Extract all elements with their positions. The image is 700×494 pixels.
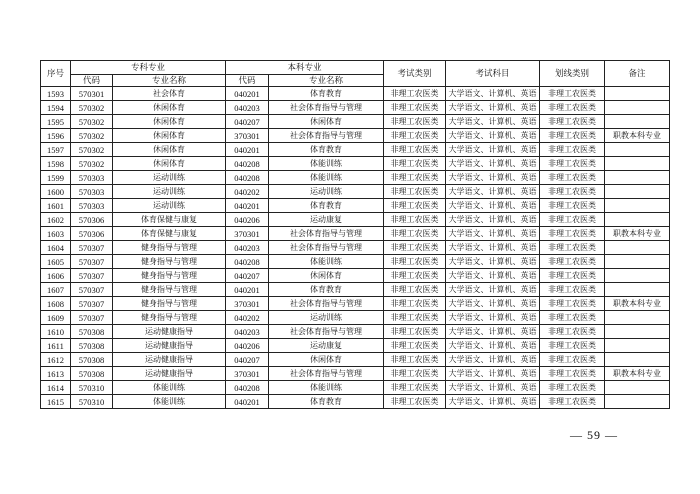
row-line-type: 非理工农医类 (540, 283, 605, 297)
row-bk-code: 040206 (226, 213, 269, 227)
row-zk-name: 运动健康指导 (113, 339, 226, 353)
row-zk-code: 570307 (71, 297, 113, 311)
row-zk-name: 休闲体育 (113, 143, 226, 157)
row-zk-name: 运动健康指导 (113, 367, 226, 381)
row-zk-name: 健身指导与管理 (113, 269, 226, 283)
row-line-type: 非理工农医类 (540, 115, 605, 129)
row-exam-subjects: 大学语文、计算机、英语 (446, 325, 540, 339)
table-header (41, 61, 670, 87)
row-bk-name: 体能训练 (269, 381, 384, 395)
row-exam-type: 非理工农医类 (384, 101, 446, 115)
row-bk-name: 社会体育指导与管理 (269, 297, 384, 311)
row-exam-subjects: 大学语文、计算机、英语 (446, 171, 540, 185)
row-seq: 1614 (41, 381, 71, 395)
row-bk-code: 040201 (226, 199, 269, 213)
row-remark (605, 381, 670, 395)
row-bk-name: 休闲体育 (269, 269, 384, 283)
row-zk-name: 休闲体育 (113, 157, 226, 171)
row-bk-name: 体育教育 (269, 143, 384, 157)
header-zk-code: 代码 (71, 75, 113, 87)
row-bk-code: 040201 (226, 395, 269, 409)
row-bk-name: 体能训练 (269, 255, 384, 269)
row-seq: 1613 (41, 367, 71, 381)
row-bk-code: 040203 (226, 241, 269, 255)
row-zk-code: 570308 (71, 353, 113, 367)
table-row (41, 227, 670, 241)
row-zk-code: 570310 (71, 395, 113, 409)
row-line-type: 非理工农医类 (540, 171, 605, 185)
row-bk-code: 040208 (226, 381, 269, 395)
row-exam-subjects: 大学语文、计算机、英语 (446, 129, 540, 143)
row-exam-type: 非理工农医类 (384, 255, 446, 269)
row-zk-name: 健身指导与管理 (113, 311, 226, 325)
row-bk-code: 040202 (226, 185, 269, 199)
header-line-type: 划线类别 (540, 61, 605, 87)
row-exam-subjects: 大学语文、计算机、英语 (446, 367, 540, 381)
header-seq: 序号 (41, 61, 71, 87)
header-bk-group: 本科专业 (226, 61, 384, 75)
row-zk-code: 570308 (71, 367, 113, 381)
row-exam-subjects: 大学语文、计算机、英语 (446, 339, 540, 353)
row-bk-name: 休闲体育 (269, 115, 384, 129)
row-zk-name: 健身指导与管理 (113, 241, 226, 255)
row-zk-name: 社会体育 (113, 87, 226, 101)
row-line-type: 非理工农医类 (540, 395, 605, 409)
row-line-type: 非理工农医类 (540, 269, 605, 283)
row-bk-name: 体能训练 (269, 171, 384, 185)
row-seq: 1604 (41, 241, 71, 255)
row-line-type: 非理工农医类 (540, 255, 605, 269)
major-mapping-table (40, 60, 670, 409)
row-remark (605, 101, 670, 115)
row-exam-type: 非理工农医类 (384, 143, 446, 157)
row-zk-code: 570307 (71, 255, 113, 269)
row-remark (605, 353, 670, 367)
row-exam-subjects: 大学语文、计算机、英语 (446, 213, 540, 227)
row-zk-code: 570306 (71, 213, 113, 227)
row-bk-code: 040202 (226, 311, 269, 325)
row-bk-name: 运动训练 (269, 185, 384, 199)
table-row (41, 395, 670, 409)
row-exam-type: 非理工农医类 (384, 381, 446, 395)
row-remark (605, 157, 670, 171)
table-row (41, 157, 670, 171)
row-zk-name: 健身指导与管理 (113, 297, 226, 311)
row-bk-name: 运动康复 (269, 339, 384, 353)
row-exam-subjects: 大学语文、计算机、英语 (446, 395, 540, 409)
row-exam-subjects: 大学语文、计算机、英语 (446, 255, 540, 269)
row-zk-name: 健身指导与管理 (113, 255, 226, 269)
row-zk-name: 运动训练 (113, 171, 226, 185)
row-exam-type: 非理工农医类 (384, 339, 446, 353)
row-bk-code: 370301 (226, 367, 269, 381)
row-seq: 1608 (41, 297, 71, 311)
row-exam-type: 非理工农医类 (384, 171, 446, 185)
row-seq: 1597 (41, 143, 71, 157)
row-exam-subjects: 大学语文、计算机、英语 (446, 199, 540, 213)
row-line-type: 非理工农医类 (540, 381, 605, 395)
row-zk-code: 570302 (71, 143, 113, 157)
table-row (41, 381, 670, 395)
row-bk-name: 社会体育指导与管理 (269, 241, 384, 255)
row-exam-subjects: 大学语文、计算机、英语 (446, 185, 540, 199)
row-bk-code: 040208 (226, 157, 269, 171)
row-bk-code: 040201 (226, 283, 269, 297)
row-line-type: 非理工农医类 (540, 241, 605, 255)
row-remark: 职教本科专业 (605, 129, 670, 143)
row-zk-code: 570303 (71, 185, 113, 199)
row-exam-subjects: 大学语文、计算机、英语 (446, 241, 540, 255)
table-row (41, 297, 670, 311)
row-exam-type: 非理工农医类 (384, 199, 446, 213)
row-bk-name: 体育教育 (269, 87, 384, 101)
row-remark (605, 171, 670, 185)
table-row (41, 311, 670, 325)
row-zk-name: 体能训练 (113, 395, 226, 409)
row-bk-code: 040208 (226, 255, 269, 269)
row-exam-type: 非理工农医类 (384, 129, 446, 143)
row-seq: 1609 (41, 311, 71, 325)
row-seq: 1595 (41, 115, 71, 129)
row-zk-code: 570302 (71, 157, 113, 171)
row-bk-code: 370301 (226, 297, 269, 311)
table-row (41, 101, 670, 115)
row-zk-code: 570306 (71, 227, 113, 241)
row-remark: 职教本科专业 (605, 367, 670, 381)
row-exam-type: 非理工农医类 (384, 157, 446, 171)
row-remark (605, 199, 670, 213)
row-bk-code: 040207 (226, 353, 269, 367)
row-zk-code: 570303 (71, 171, 113, 185)
row-bk-name: 体育教育 (269, 199, 384, 213)
row-bk-name: 社会体育指导与管理 (269, 129, 384, 143)
table-row (41, 339, 670, 353)
row-bk-name: 休闲体育 (269, 353, 384, 367)
row-bk-code: 040203 (226, 325, 269, 339)
row-exam-type: 非理工农医类 (384, 325, 446, 339)
row-seq: 1600 (41, 185, 71, 199)
row-exam-subjects: 大学语文、计算机、英语 (446, 269, 540, 283)
row-exam-subjects: 大学语文、计算机、英语 (446, 283, 540, 297)
row-bk-code: 040201 (226, 143, 269, 157)
row-zk-name: 健身指导与管理 (113, 283, 226, 297)
row-seq: 1607 (41, 283, 71, 297)
row-zk-code: 570301 (71, 87, 113, 101)
table-row (41, 171, 670, 185)
row-exam-type: 非理工农医类 (384, 367, 446, 381)
row-exam-subjects: 大学语文、计算机、英语 (446, 157, 540, 171)
table-row (41, 255, 670, 269)
row-line-type: 非理工农医类 (540, 213, 605, 227)
row-bk-code: 040207 (226, 115, 269, 129)
row-exam-type: 非理工农医类 (384, 227, 446, 241)
row-exam-type: 非理工农医类 (384, 311, 446, 325)
row-seq: 1593 (41, 87, 71, 101)
row-exam-subjects: 大学语文、计算机、英语 (446, 143, 540, 157)
table-row (41, 325, 670, 339)
row-exam-subjects: 大学语文、计算机、英语 (446, 381, 540, 395)
row-zk-name: 休闲体育 (113, 115, 226, 129)
row-remark (605, 283, 670, 297)
row-bk-name: 体育教育 (269, 395, 384, 409)
row-zk-code: 570302 (71, 115, 113, 129)
row-remark (605, 185, 670, 199)
row-exam-type: 非理工农医类 (384, 185, 446, 199)
table-row (41, 353, 670, 367)
row-line-type: 非理工农医类 (540, 143, 605, 157)
row-line-type: 非理工农医类 (540, 339, 605, 353)
row-line-type: 非理工农医类 (540, 185, 605, 199)
row-zk-name: 运动训练 (113, 185, 226, 199)
row-bk-name: 社会体育指导与管理 (269, 227, 384, 241)
table-row (41, 213, 670, 227)
row-bk-code: 370301 (226, 227, 269, 241)
row-bk-name: 运动训练 (269, 311, 384, 325)
row-zk-code: 570307 (71, 241, 113, 255)
row-exam-subjects: 大学语文、计算机、英语 (446, 297, 540, 311)
row-seq: 1594 (41, 101, 71, 115)
row-zk-code: 570302 (71, 129, 113, 143)
row-exam-type: 非理工农医类 (384, 353, 446, 367)
header-zk-group: 专科专业 (71, 61, 226, 75)
row-remark (605, 269, 670, 283)
row-seq: 1605 (41, 255, 71, 269)
row-line-type: 非理工农医类 (540, 101, 605, 115)
row-zk-code: 570307 (71, 269, 113, 283)
row-exam-type: 非理工农医类 (384, 269, 446, 283)
row-zk-code: 570302 (71, 101, 113, 115)
row-bk-code: 370301 (226, 129, 269, 143)
row-remark (605, 395, 670, 409)
row-exam-subjects: 大学语文、计算机、英语 (446, 115, 540, 129)
row-zk-code: 570308 (71, 339, 113, 353)
table-row (41, 283, 670, 297)
row-remark: 职教本科专业 (605, 227, 670, 241)
row-bk-name: 社会体育指导与管理 (269, 101, 384, 115)
row-line-type: 非理工农医类 (540, 157, 605, 171)
row-seq: 1610 (41, 325, 71, 339)
row-zk-code: 570310 (71, 381, 113, 395)
row-line-type: 非理工农医类 (540, 227, 605, 241)
row-bk-name: 体育教育 (269, 283, 384, 297)
row-bk-code: 040207 (226, 269, 269, 283)
row-remark (605, 241, 670, 255)
table-row (41, 199, 670, 213)
row-exam-type: 非理工农医类 (384, 241, 446, 255)
row-seq: 1612 (41, 353, 71, 367)
row-zk-code: 570307 (71, 311, 113, 325)
row-seq: 1596 (41, 129, 71, 143)
row-exam-type: 非理工农医类 (384, 283, 446, 297)
row-remark (605, 255, 670, 269)
row-exam-type: 非理工农医类 (384, 87, 446, 101)
table-row (41, 129, 670, 143)
row-exam-subjects: 大学语文、计算机、英语 (446, 87, 540, 101)
row-remark (605, 213, 670, 227)
header-remarks: 备注 (605, 61, 670, 87)
row-seq: 1601 (41, 199, 71, 213)
row-zk-name: 休闲体育 (113, 129, 226, 143)
row-bk-name: 运动康复 (269, 213, 384, 227)
row-zk-name: 休闲体育 (113, 101, 226, 115)
row-zk-code: 570308 (71, 325, 113, 339)
row-seq: 1602 (41, 213, 71, 227)
row-line-type: 非理工农医类 (540, 87, 605, 101)
row-seq: 1606 (41, 269, 71, 283)
table-row (41, 87, 670, 101)
row-zk-name: 体育保健与康复 (113, 227, 226, 241)
page-number: — 59 — (570, 428, 618, 442)
table-body (41, 87, 670, 409)
row-exam-type: 非理工农医类 (384, 115, 446, 129)
row-zk-name: 运动健康指导 (113, 325, 226, 339)
row-bk-code: 040206 (226, 339, 269, 353)
row-bk-name: 体能训练 (269, 157, 384, 171)
row-seq: 1611 (41, 339, 71, 353)
header-bk-name: 专业名称 (269, 75, 384, 87)
row-zk-name: 体育保健与康复 (113, 213, 226, 227)
row-line-type: 非理工农医类 (540, 367, 605, 381)
table-row (41, 185, 670, 199)
header-exam-type: 考试类别 (384, 61, 446, 87)
row-remark: 职教本科专业 (605, 297, 670, 311)
row-bk-name: 社会体育指导与管理 (269, 367, 384, 381)
row-remark (605, 339, 670, 353)
row-zk-code: 570307 (71, 283, 113, 297)
row-remark (605, 143, 670, 157)
row-remark (605, 87, 670, 101)
row-seq: 1603 (41, 227, 71, 241)
row-exam-subjects: 大学语文、计算机、英语 (446, 101, 540, 115)
row-exam-type: 非理工农医类 (384, 297, 446, 311)
row-line-type: 非理工农医类 (540, 311, 605, 325)
row-remark (605, 325, 670, 339)
row-exam-subjects: 大学语文、计算机、英语 (446, 227, 540, 241)
row-bk-name: 社会体育指导与管理 (269, 325, 384, 339)
table-row (41, 115, 670, 129)
row-zk-name: 运动训练 (113, 199, 226, 213)
row-remark (605, 311, 670, 325)
row-line-type: 非理工农医类 (540, 129, 605, 143)
row-line-type: 非理工农医类 (540, 199, 605, 213)
row-zk-code: 570303 (71, 199, 113, 213)
table-row (41, 143, 670, 157)
row-seq: 1615 (41, 395, 71, 409)
header-exam-subjects: 考试科目 (446, 61, 540, 87)
row-line-type: 非理工农医类 (540, 325, 605, 339)
header-bk-code: 代码 (226, 75, 269, 87)
row-seq: 1599 (41, 171, 71, 185)
row-line-type: 非理工农医类 (540, 353, 605, 367)
row-exam-subjects: 大学语文、计算机、英语 (446, 311, 540, 325)
row-seq: 1598 (41, 157, 71, 171)
row-exam-type: 非理工农医类 (384, 213, 446, 227)
row-bk-code: 040203 (226, 101, 269, 115)
row-exam-subjects: 大学语文、计算机、英语 (446, 353, 540, 367)
table-row (41, 241, 670, 255)
row-remark (605, 115, 670, 129)
row-zk-name: 运动健康指导 (113, 353, 226, 367)
row-zk-name: 体能训练 (113, 381, 226, 395)
table-row (41, 367, 670, 381)
row-bk-code: 040208 (226, 171, 269, 185)
header-zk-name: 专业名称 (113, 75, 226, 87)
table-row (41, 269, 670, 283)
row-line-type: 非理工农医类 (540, 297, 605, 311)
row-bk-code: 040201 (226, 87, 269, 101)
row-exam-type: 非理工农医类 (384, 395, 446, 409)
